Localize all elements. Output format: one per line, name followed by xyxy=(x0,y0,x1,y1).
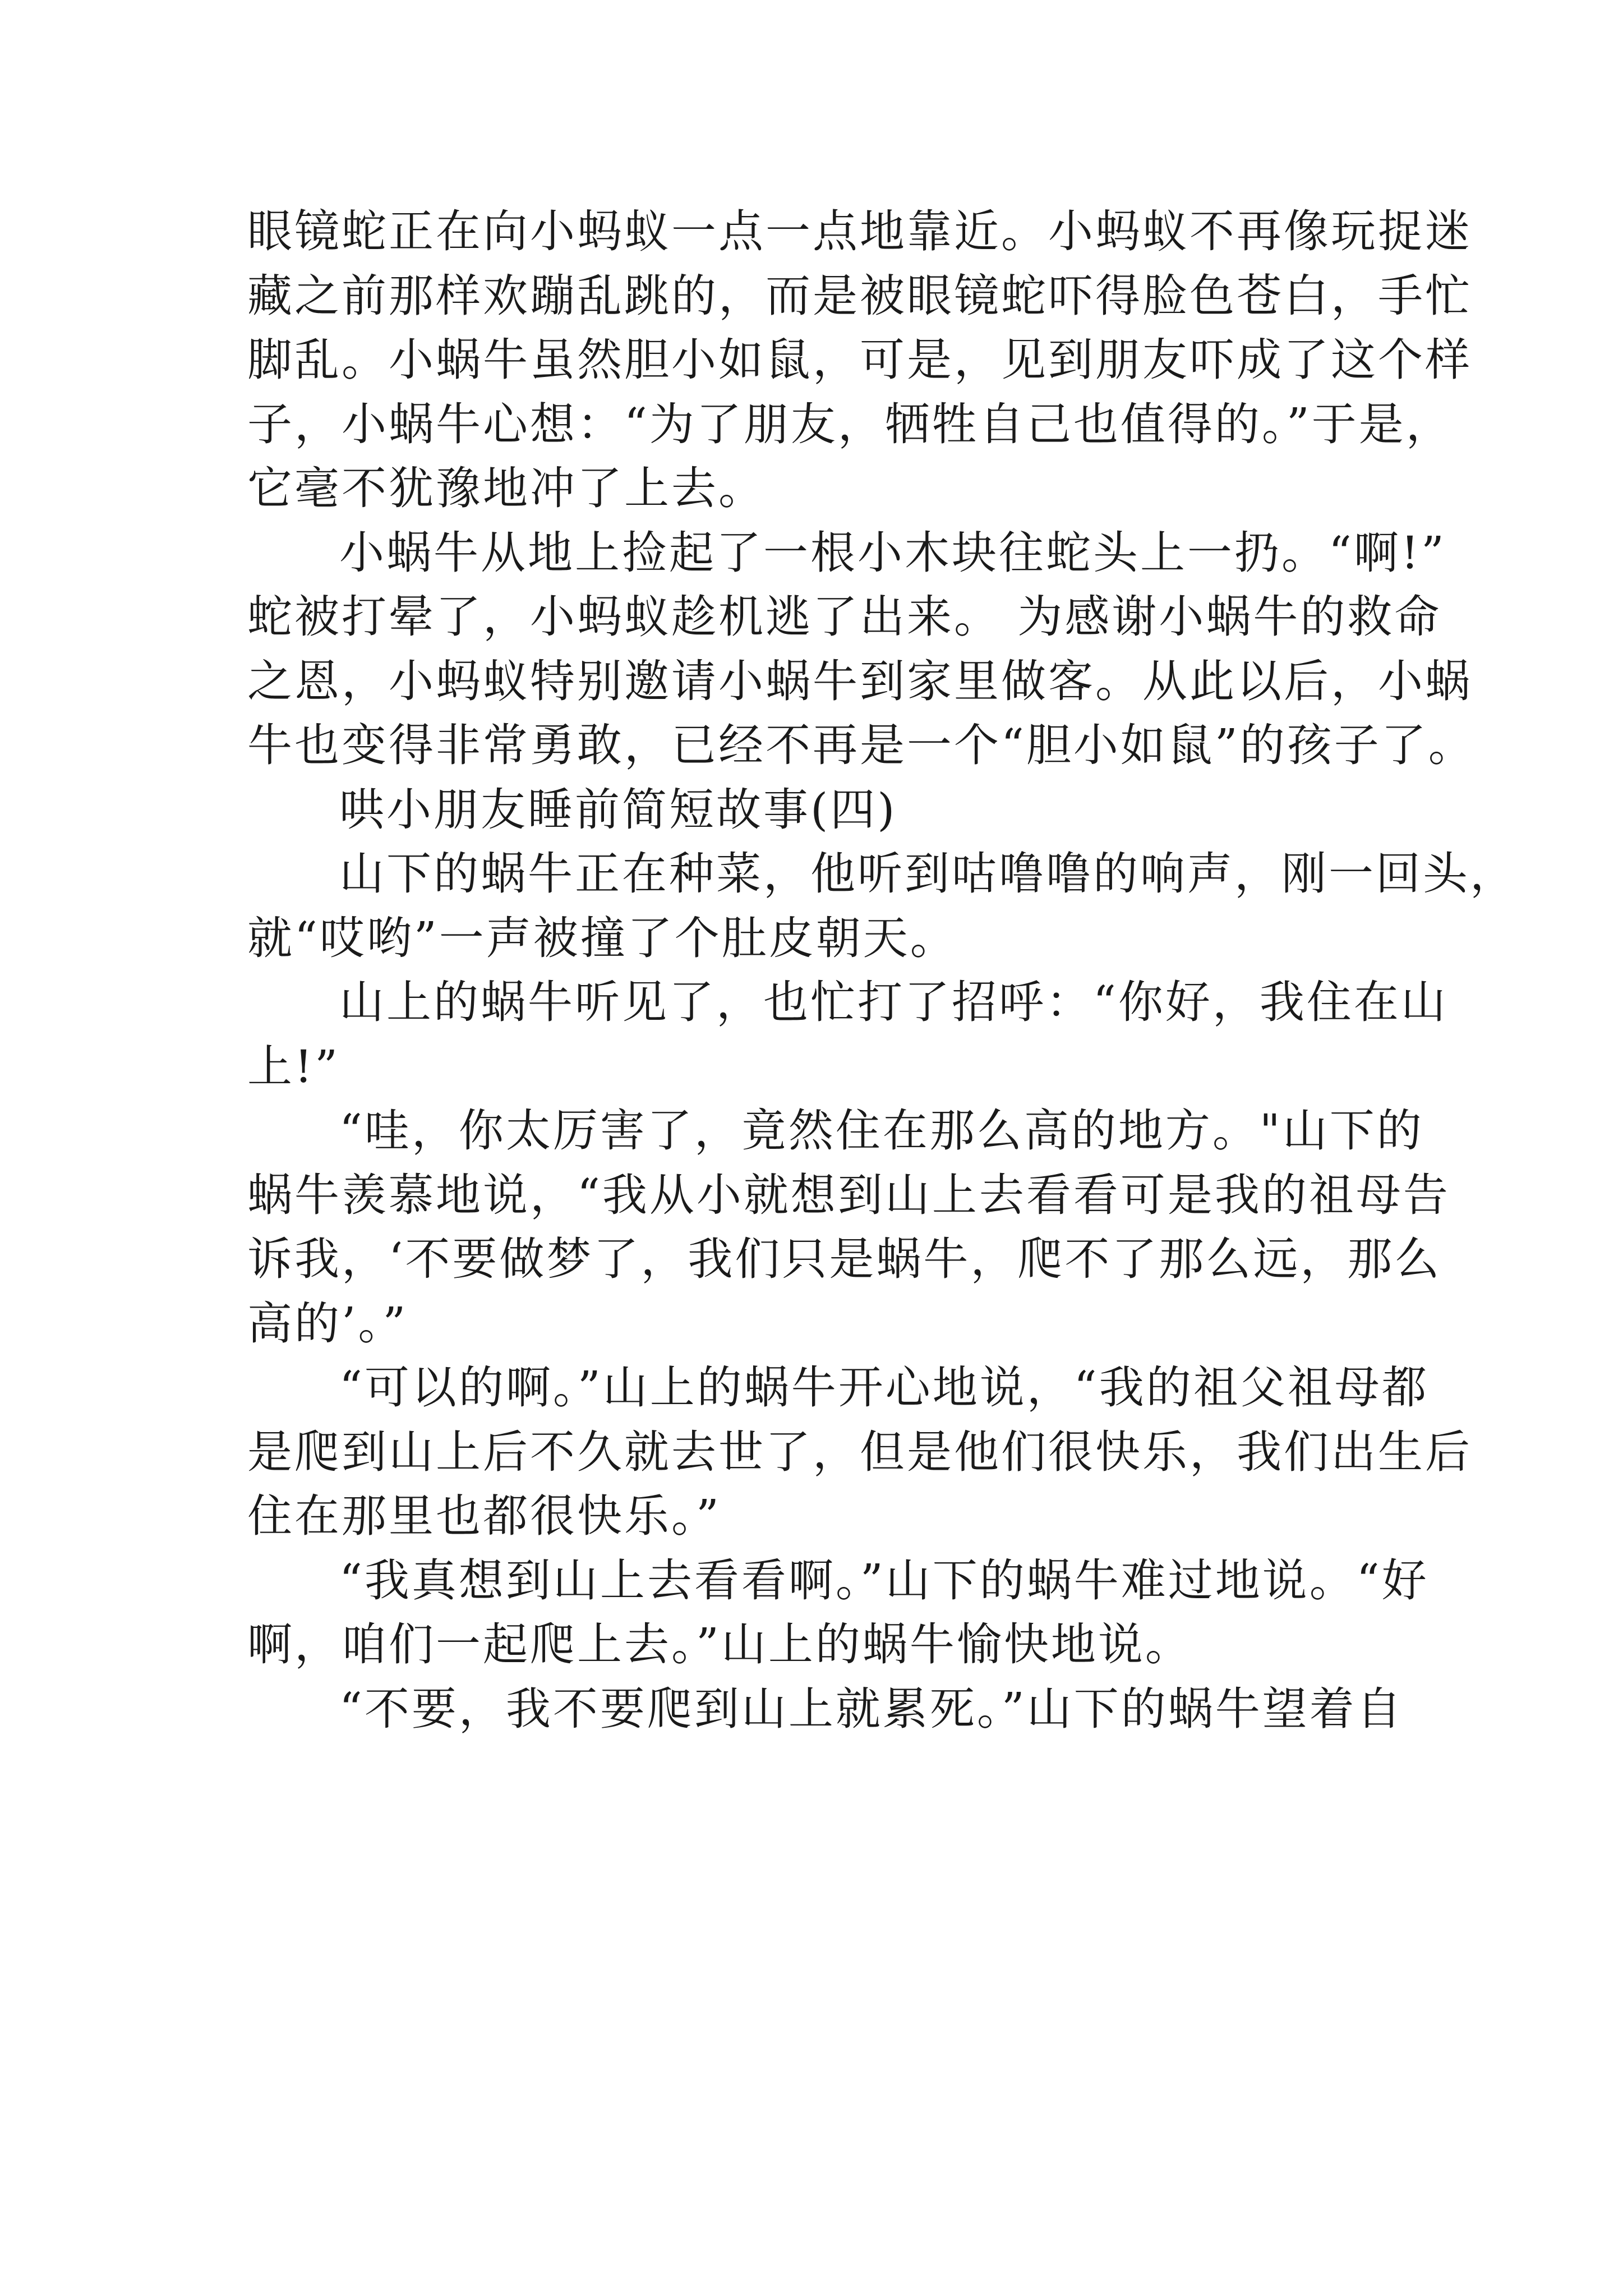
text-line: 藏之前那样欢蹦乱跳的，而是被眼镜蛇吓得脸色苍白，手忙 xyxy=(247,269,1472,322)
text-line: “哇，你太厉害了，竟然住在那么高的地方。"山下的 xyxy=(339,1105,1424,1157)
text-line: “我真想到山上去看看啊。”山下的蜗牛难过地说。“好 xyxy=(339,1554,1429,1607)
text-line: 小蜗牛从地上捡起了一根小木块往蛇头上一扔。“啊!” xyxy=(339,526,1446,579)
paragraph-2 xyxy=(247,521,1476,778)
text-line: 山上的蜗牛听见了，也忙打了招呼：“你好，我住在山 xyxy=(339,976,1448,1028)
heading-line: 哄小朋友睡前简短故事(四) xyxy=(339,783,897,836)
text-line: 蜗牛羡慕地说，“我从小就想到山上去看看可是我的祖母告 xyxy=(247,1168,1450,1221)
text-line: 上!” xyxy=(247,1040,340,1093)
story-heading xyxy=(247,778,1391,843)
text-line: 啊，咱们一起爬上去。”山上的蜗牛愉快地说。 xyxy=(247,1618,1192,1671)
paragraph-4 xyxy=(247,842,1517,970)
text-line: 子，小蜗牛心想：“为了朋友，牺牲自己也值得的。”于是， xyxy=(247,398,1453,450)
text-line: 高的’。” xyxy=(247,1297,408,1350)
paragraph-8 xyxy=(247,1549,1429,1677)
text-line: 就“哎哟”一声被撞了个肚皮朝天。 xyxy=(247,912,957,964)
text-line: 眼镜蛇正在向小蚂蚁一点一点地靠近。小蚂蚁不再像玩捉迷 xyxy=(247,205,1472,257)
text-line: 脚乱。小蜗牛虽然胆小如鼠，可是，见到朋友吓成了这个样 xyxy=(247,334,1472,386)
paragraph-1 xyxy=(247,200,1472,521)
paragraph-7 xyxy=(247,1356,1472,1549)
text-line: 山下的蜗牛正在种菜，他听到咕噜噜的响声，刚一回头， xyxy=(339,848,1517,900)
text-line: 住在那里也都很快乐。” xyxy=(247,1490,721,1542)
paragraph-9 xyxy=(247,1677,1404,1742)
text-line: 是爬到山上后不久就去世了，但是他们很快乐，我们出生后 xyxy=(247,1425,1472,1478)
paragraph-5 xyxy=(247,970,1448,1099)
text-line: 它毫不犹豫地冲了上去。 xyxy=(247,462,766,514)
paragraph-6 xyxy=(247,1099,1450,1356)
document-body xyxy=(247,200,1517,1741)
text-line: 之恩，小蚂蚁特别邀请小蜗牛到家里做客。从此以后，小蜗 xyxy=(247,655,1472,707)
text-line: 牛也变得非常勇敢，已经不再是一个“胆小如鼠”的孩子了。 xyxy=(247,719,1476,771)
text-line: “可以的啊。”山上的蜗牛开心地说，“我的祖父祖母都 xyxy=(339,1361,1429,1414)
text-line: 蛇被打晕了，小蚂蚁趁机逃了出来。 为感谢小蜗牛的救命 xyxy=(247,591,1442,643)
text-line: 诉我，‘不要做梦了，我们只是蜗牛，爬不了那么远，那么 xyxy=(247,1233,1442,1285)
text-line: “不要，我不要爬到山上就累死。”山下的蜗牛望着自 xyxy=(339,1682,1404,1735)
